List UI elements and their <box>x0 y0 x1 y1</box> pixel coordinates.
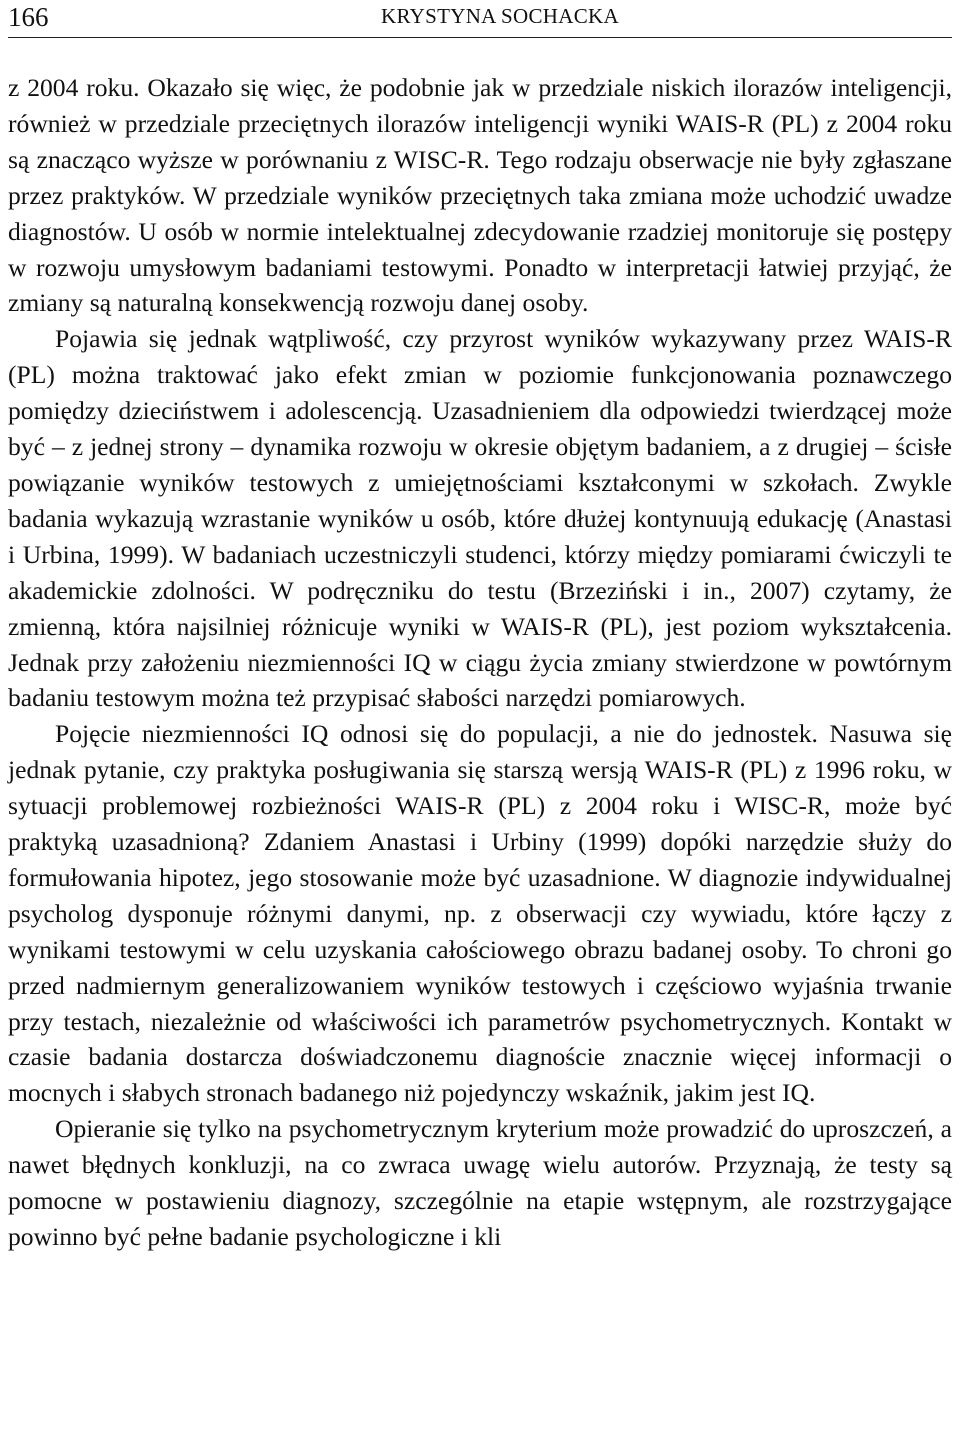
paragraph: Pojęcie niezmienności IQ odnosi się do populacji, a nie do jednostek. Nasuwa się jednak pytanie, czy praktyka posługiwania się starszą wersją WAIS-R (PL) z 1996 roku, w sytuacji problemowej rozbieżności WAIS-R (PL) z 2004 roku i WISC-R, może być praktyką uzasadnioną? Zdaniem Anastasi i Urbiny (1999) dopóki narzędzie służy do formułowania hipotez, jego stosowanie może być uzasadnione. W diagnozie indywidualnej psycholog dysponuje różnymi danymi, np. z obserwacji czy wywiadu, które łączy z wynikami testowymi w celu uzyskania całościowego obrazu badanej osoby. To chroni go przed nadmiernym generalizowaniem wyników testowych i częściowo wyjaśnia trwanie przy testach, niezależnie od właściwości ich parametrów psychometrycznych. Kontakt w czasie badania dostarcza doświadczonemu diagnoście znacznie więcej informacji o mocnych i słabych stronach badanego niż pojedynczy wskaźnik, jakim jest IQ. <box>8 719 952 1108</box>
paragraph: Pojawia się jednak wątpliwość, czy przyrost wyników wykazywany przez WAIS-R (PL) można traktować jako efekt zmian w poziomie funkcjonowania poznawczego pomiędzy dzieciństwem i adolescencją. Uzasadnieniem dla odpowiedzi twierdzącej może być – z jednej strony – dynamika rozwoju w okresie objętym badaniem, a z drugiej – ścisłe powiązanie wyników testowych z umiejętnościami kształconymi w szkołach. Zwykle badania wykazują wzrastanie wyników u osób, które dłużej kontynuują edukację (Anastasi i Urbina, 1999). W badaniach uczestniczyli studenci, którzy między pomiarami ćwiczyli te akademickie zdolności. W podręczniku do testu (Brzeziński i in., 2007) czytamy, że zmienną, która najsilniej różnicuje wyniki w WAIS-R (PL), jest poziom wykształcenia. Jednak przy założeniu niezmienności IQ w ciągu życia zmiany stwierdzone w powtórnym badaniu testowym można też przypisać słabości narzędzi pomiarowych. <box>8 324 952 713</box>
paragraph: Opieranie się tylko na psychometrycznym kryterium może prowadzić do uproszczeń, a nawet błędnych konkluzji, na co zwraca uwagę wielu autorów. Przyznają, że testy są pomocne w postawieniu diagnozy, szczególnie na etapie wstępnym, ale rozstrzygające powinno być pełne badanie psychologiczne i kli <box>8 1114 952 1251</box>
running-header <box>8 0 952 38</box>
running-title-author: KRYSTYNA SOCHACKA <box>381 4 619 28</box>
page-number: 166 <box>8 2 49 32</box>
paragraph-continued: z 2004 roku. Okazało się więc, że podobnie jak w przedziale niskich ilorazów inteligencji, również w przedziale przeciętnych ilorazów inteligencji wyniki WAIS-R (PL) z 2004 roku są znacząco wyższe w porównaniu z WISC-R. Tego rodzaju obserwacje nie były zgłaszane przez praktyków. W przedziale wyników przeciętnych taka zmiana może uchodzić uwadze diagnostów. U osób w normie intelektualnej zdecydowanie rzadziej monitoruje się postępy w rozwoju umysłowym badaniami testowymi. Ponadto w interpretacji łatwiej przyjąć, że zmiany są naturalną konsekwencją rozwoju danej osoby. <box>8 73 952 318</box>
body-text <box>8 70 952 1255</box>
document-page <box>8 0 952 1251</box>
